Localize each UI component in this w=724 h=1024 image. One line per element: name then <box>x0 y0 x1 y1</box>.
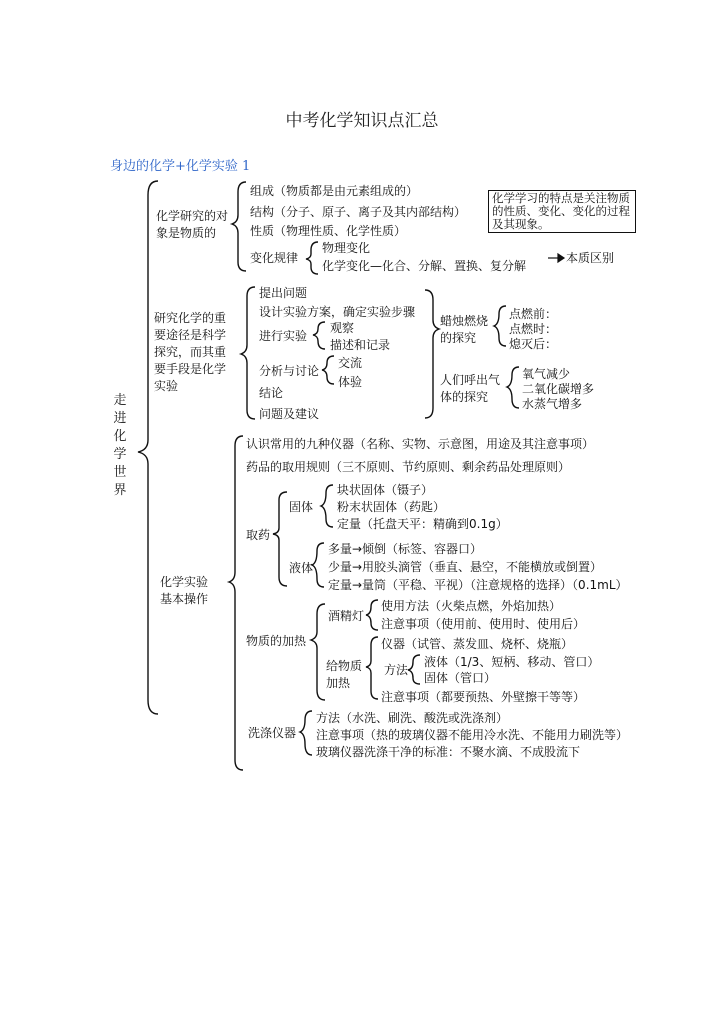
feature-box: 化学学习的特点是关注物质的性质、变化、变化的过程及其现象。 <box>488 190 636 233</box>
candle-label: 蜡烛燃烧的探究 <box>440 314 489 345</box>
bracket-solid <box>321 485 333 527</box>
root-label: 走进化学世界 <box>113 393 127 498</box>
bracket-root <box>138 181 158 714</box>
solid-text: 固体 <box>289 500 314 514</box>
fixed-text: 定量→量筒（平稳、平视）（注意规格的选择）（0.1mL） <box>328 578 628 592</box>
research-object-label: 化学研究的对象是物质的 <box>156 209 229 240</box>
much-text: 多量→倾倒（标签、容器口） <box>328 542 483 556</box>
bracket-take <box>273 492 287 586</box>
wash-notes-text: 注意事项（热的玻璃仪器不能用冷水洗、不能用力刷洗等） <box>316 728 629 742</box>
oxygen-text: 氧气减少 <box>522 367 571 381</box>
bracket-inquiry <box>241 287 255 419</box>
conclusion-text: 结论 <box>259 386 284 400</box>
before-text: 点燃前： <box>509 307 558 321</box>
bracket-change <box>306 242 318 274</box>
conduct-text: 进行实验 <box>259 329 308 343</box>
raise-question-text: 提出问题 <box>259 286 308 300</box>
physical-change-text: 物理变化 <box>322 241 371 255</box>
liquid-text: 液体 <box>289 561 314 575</box>
bracket-breath <box>507 367 519 408</box>
page-title: 中考化学知识点汇总 <box>285 111 439 131</box>
bracket-method <box>408 655 420 684</box>
rules-text: 药品的取用规则（三不原则、节约原则、剩余药品处理原则） <box>246 460 571 474</box>
lamp-notes-text: 注意事项（使用前、使用时、使用后） <box>381 617 586 631</box>
quantitative-text: 定量（托盘天平：精确到0.1g） <box>337 517 508 531</box>
property-text: 性质（物理性质、化学性质） <box>250 224 407 238</box>
wash-method-text: 方法（水洗、刷洗、酸洗或洗涤剂） <box>316 711 509 725</box>
bracket-heating <box>311 604 325 700</box>
co2-text: 二氧化碳增多 <box>522 382 595 396</box>
essential-difference-text: 本质区别 <box>566 251 615 265</box>
wash-standard-text: 玻璃仪器洗涤干净的标准：不聚水滴、不成股流下 <box>316 745 581 759</box>
bracket-wash <box>300 711 312 755</box>
usage-text: 使用方法（火柴点燃，外焰加热） <box>381 599 562 613</box>
analyze-text: 分析与讨论 <box>259 364 320 378</box>
heat-liquid-text: 液体（1/3、短柄、移动、管口） <box>424 655 600 669</box>
structure-text: 结构（分子、原子、离子及其内部结构） <box>250 205 467 219</box>
heat-solid-text: 固体（管口） <box>424 671 497 685</box>
powder-text: 粉末状固体（药匙） <box>337 500 446 514</box>
take-text: 取药 <box>246 528 271 542</box>
bracket-analyze <box>322 356 334 384</box>
vessels-text: 仪器（试管、蒸发皿、烧杯、烧瓶） <box>381 637 574 651</box>
chemical-change-text: 化学变化—化合、分解、置换、复分解 <box>322 259 527 273</box>
bracket-lamp <box>366 600 378 630</box>
heating-text: 物质的加热 <box>246 634 307 648</box>
heat-substance-text: 给物质加热 <box>326 659 363 690</box>
design-text: 设计实验方案，确定实验步骤 <box>259 305 416 319</box>
section-label: 身边的化学+化学实验 1 <box>110 159 251 174</box>
record-text: 描述和记录 <box>330 338 391 352</box>
breath-label: 人们呼出气体的探究 <box>440 373 501 404</box>
basic-ops-label: 化学实验基本操作 <box>160 575 209 606</box>
exchange-text: 交流 <box>338 356 363 370</box>
issues-text: 问题及建议 <box>259 407 320 421</box>
lamp-text: 酒精灯 <box>328 609 365 623</box>
bracket-heat-substance <box>366 637 378 699</box>
bracket-conduct <box>313 322 325 349</box>
observe-text: 观察 <box>330 321 355 335</box>
wash-text: 洗涤仪器 <box>248 726 297 740</box>
water-text: 水蒸气增多 <box>522 397 583 411</box>
heat-notes-text: 注意事项（都要预热、外壁擦干等等） <box>381 690 586 704</box>
experience-text: 体验 <box>338 375 363 389</box>
after-text: 熄灭后： <box>509 337 558 351</box>
inquiry-label: 研究化学的重要途径是科学探究，而其重要手段是化学实验 <box>154 311 227 393</box>
method-text: 方法 <box>384 663 409 677</box>
bracket-liquid <box>312 543 324 587</box>
bracket-basic <box>229 436 243 770</box>
little-text: 少量→用胶头滴管（垂直、悬空，不能横放或倒置） <box>328 560 603 574</box>
change-rule-text: 变化规律 <box>250 251 299 265</box>
during-text: 点燃时： <box>509 322 558 336</box>
arrow-essential-diff-head <box>558 254 564 262</box>
composition-text: 组成（物质都是由元素组成的） <box>250 184 419 198</box>
instruments-text: 认识常用的九种仪器（名称、实物、示意图，用途及其注意事项） <box>246 437 595 451</box>
block-text: 块状固体（镊子） <box>337 483 434 497</box>
bracket-candle-right <box>425 290 439 418</box>
